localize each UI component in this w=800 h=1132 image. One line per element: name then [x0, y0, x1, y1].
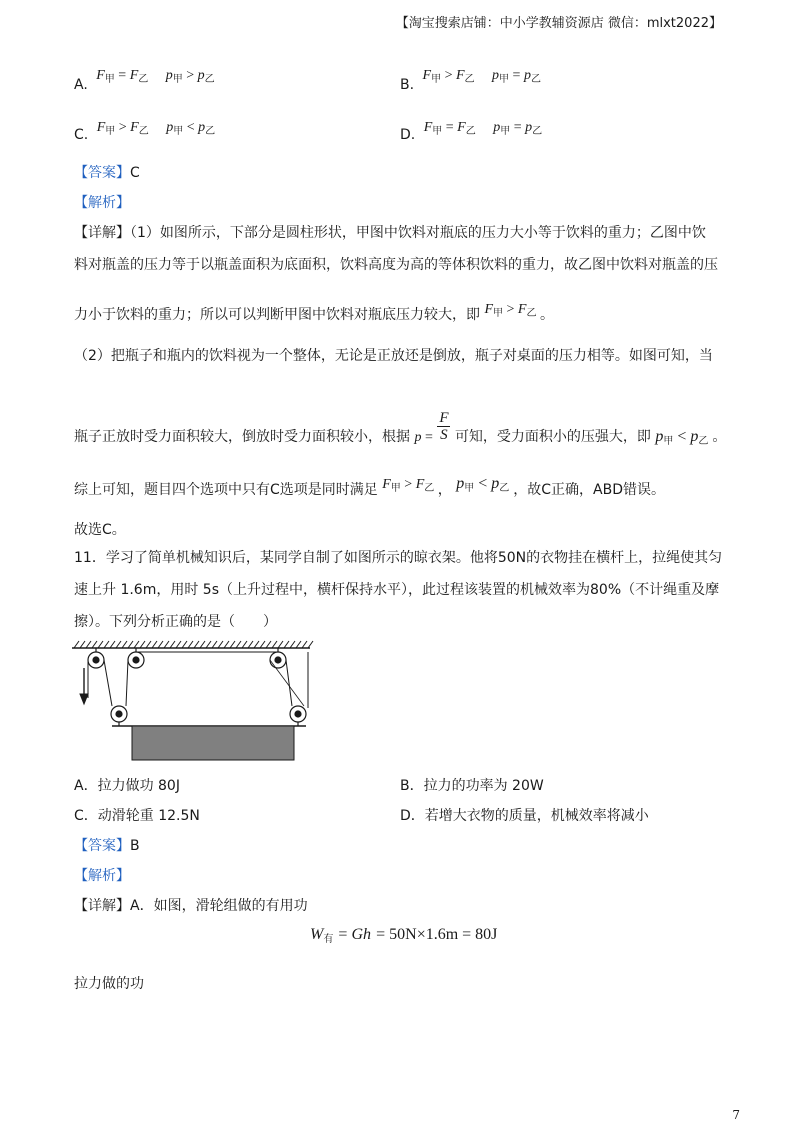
q11-answer	[74, 836, 140, 856]
option-a-prev: A. $F_甲 = F_乙$ $p_甲 > p_乙$	[74, 68, 215, 93]
hatch-mark	[182, 641, 187, 648]
q10-detail-line3: 力小于饮料的重力；所以可以判断甲图中饮料对瓶底压力较大，即 $F_甲 > F_乙$ 。	[74, 302, 554, 323]
option-d-prev: D. $F_甲 = F_乙$ $p_甲 = p_乙$	[400, 120, 543, 143]
pull-work-label: 拉力做的功	[74, 976, 144, 992]
hatch-mark	[86, 641, 91, 648]
q10-part2-line2: 瓶子正放时受力面积较大，倒放时受力面积较小，根据 p = $\frac{F}{S}$ 可知，受力面积小的压强大，即 $p_甲 < p_乙$ 。	[74, 410, 727, 447]
q11-detail: 【详解】A．如图，滑轮组做的有用功	[74, 898, 308, 914]
answer-tag: 【答案】	[74, 165, 130, 181]
fixed-pulley-left	[88, 648, 104, 668]
hatch-mark	[140, 641, 145, 648]
q10-part2-line1: （2）把瓶子和瓶内的饮料视为一个整体，无论是正放还是倒放，瓶子对桌面的压力相等。如图可知，当	[74, 348, 713, 364]
hatch-mark	[284, 641, 289, 648]
hatch-mark	[278, 641, 283, 648]
hatch-mark	[194, 641, 199, 648]
q10-detail-line1: 【详解】（1）如图所示，下部分是圆柱形状，甲图中饮料对瓶底的压力大小等于饮料的重力；乙图中饮	[74, 225, 706, 241]
hatch-mark	[104, 641, 109, 648]
hatch-mark	[290, 641, 295, 648]
q11-option-a: A．拉力做功 80J	[74, 778, 180, 794]
answer-value: B	[130, 838, 140, 854]
option-c-prev: C. $F_甲 > F_乙$ $p_甲 < p_乙$	[74, 120, 216, 143]
option-c-label: C.	[74, 127, 89, 143]
useful-work-equation: $W_有 = Gh = 50N\times 1.6m = 80J$	[310, 926, 498, 945]
q11-option-c: C．动滑轮重 12.5N	[74, 808, 200, 824]
hatch-mark	[206, 641, 211, 648]
hatch-mark	[236, 641, 241, 648]
hatch-mark	[266, 641, 271, 648]
hatch-mark	[302, 641, 307, 648]
option-b-prev: B. $F_甲 > F_乙$ $p_甲 = p_乙$	[400, 68, 541, 93]
hatch-mark	[164, 641, 169, 648]
answer-tag: 【答案】	[74, 838, 130, 854]
hatch-mark	[134, 641, 139, 648]
q10-answer	[74, 163, 140, 183]
shop-note: 【淘宝搜索店铺：中小学教辅资源店 微信：mlxt2022】	[395, 16, 722, 31]
option-b-label: B.	[400, 77, 415, 93]
hatch-mark	[176, 641, 181, 648]
hatch-mark	[158, 641, 163, 648]
hatch-mark	[98, 641, 103, 648]
q10-analysis-tag: 【解析】	[74, 195, 130, 211]
q10-summary: 综上可知，题目四个选项中只有C选项是同时满足 $F_甲 > F_乙$ ， $p_甲 < p_乙$ ，故C正确，ABD错误。	[74, 475, 665, 498]
hatch-mark	[92, 641, 97, 648]
hatch-mark	[146, 641, 151, 648]
hatch-mark	[308, 641, 313, 648]
hatch-mark	[116, 641, 121, 648]
hatch-mark	[128, 641, 133, 648]
hatch-mark	[218, 641, 223, 648]
q10-detail-line2: 料对瓶盖的压力等于以瓶盖面积为底面积，饮料高度为高的等体积饮料的重力，故乙图中饮料对瓶盖的压	[74, 257, 718, 273]
detail-tag: 【详解】	[74, 225, 130, 241]
fixed-pulley-mid	[128, 648, 144, 668]
hatch-mark	[296, 641, 301, 648]
q11-stem-line1: 11．学习了简单机械知识后，某同学自制了如图所示的晾衣架。他将50N的衣物挂在横杆上，拉绳使其匀	[74, 550, 723, 566]
clothes-rack-diagram	[72, 638, 322, 762]
q11-stem-line2: 速上升 1.6m，用时 5s（上升过程中，横杆保持水平），此过程该装置的机械效率为80%（不计绳重及摩	[74, 582, 720, 598]
hatch-mark	[230, 641, 235, 648]
hatch-mark	[152, 641, 157, 648]
hatch-mark	[260, 641, 265, 648]
ceiling-hatch	[72, 641, 313, 648]
detail-tag: 【详解】	[74, 898, 130, 914]
q11-stem-line3: 擦）。下列分析正确的是（ ）	[74, 614, 277, 630]
option-d-label: D.	[400, 127, 416, 143]
clothes-block	[132, 726, 294, 760]
pull-arrow	[80, 668, 88, 704]
hatch-mark	[74, 641, 79, 648]
page-number: 7	[732, 1108, 740, 1122]
option-a-label: A.	[74, 77, 88, 93]
hatch-mark	[110, 641, 115, 648]
movable-pulley-left	[111, 706, 127, 726]
pressure-formula: $\frac{F}{S}$	[439, 410, 449, 443]
q11-analysis-tag: 【解析】	[74, 868, 130, 884]
hatch-mark	[80, 641, 85, 648]
hatch-mark	[224, 641, 229, 648]
q10-conclusion: 故选C。	[74, 522, 126, 538]
q11-option-b: B．拉力的功率为 20W	[400, 778, 544, 794]
hatch-mark	[248, 641, 253, 648]
hatch-mark	[170, 641, 175, 648]
hatch-mark	[188, 641, 193, 648]
hatch-mark	[242, 641, 247, 648]
hatch-mark	[272, 641, 277, 648]
answer-value: C	[130, 165, 140, 181]
q11-option-d: D．若增大衣物的质量，机械效率将减小	[400, 808, 649, 824]
hatch-mark	[212, 641, 217, 648]
movable-pulley-right	[290, 706, 306, 726]
hatch-mark	[254, 641, 259, 648]
fixed-pulley-right	[270, 648, 286, 668]
hatch-mark	[200, 641, 205, 648]
hatch-mark	[122, 641, 127, 648]
